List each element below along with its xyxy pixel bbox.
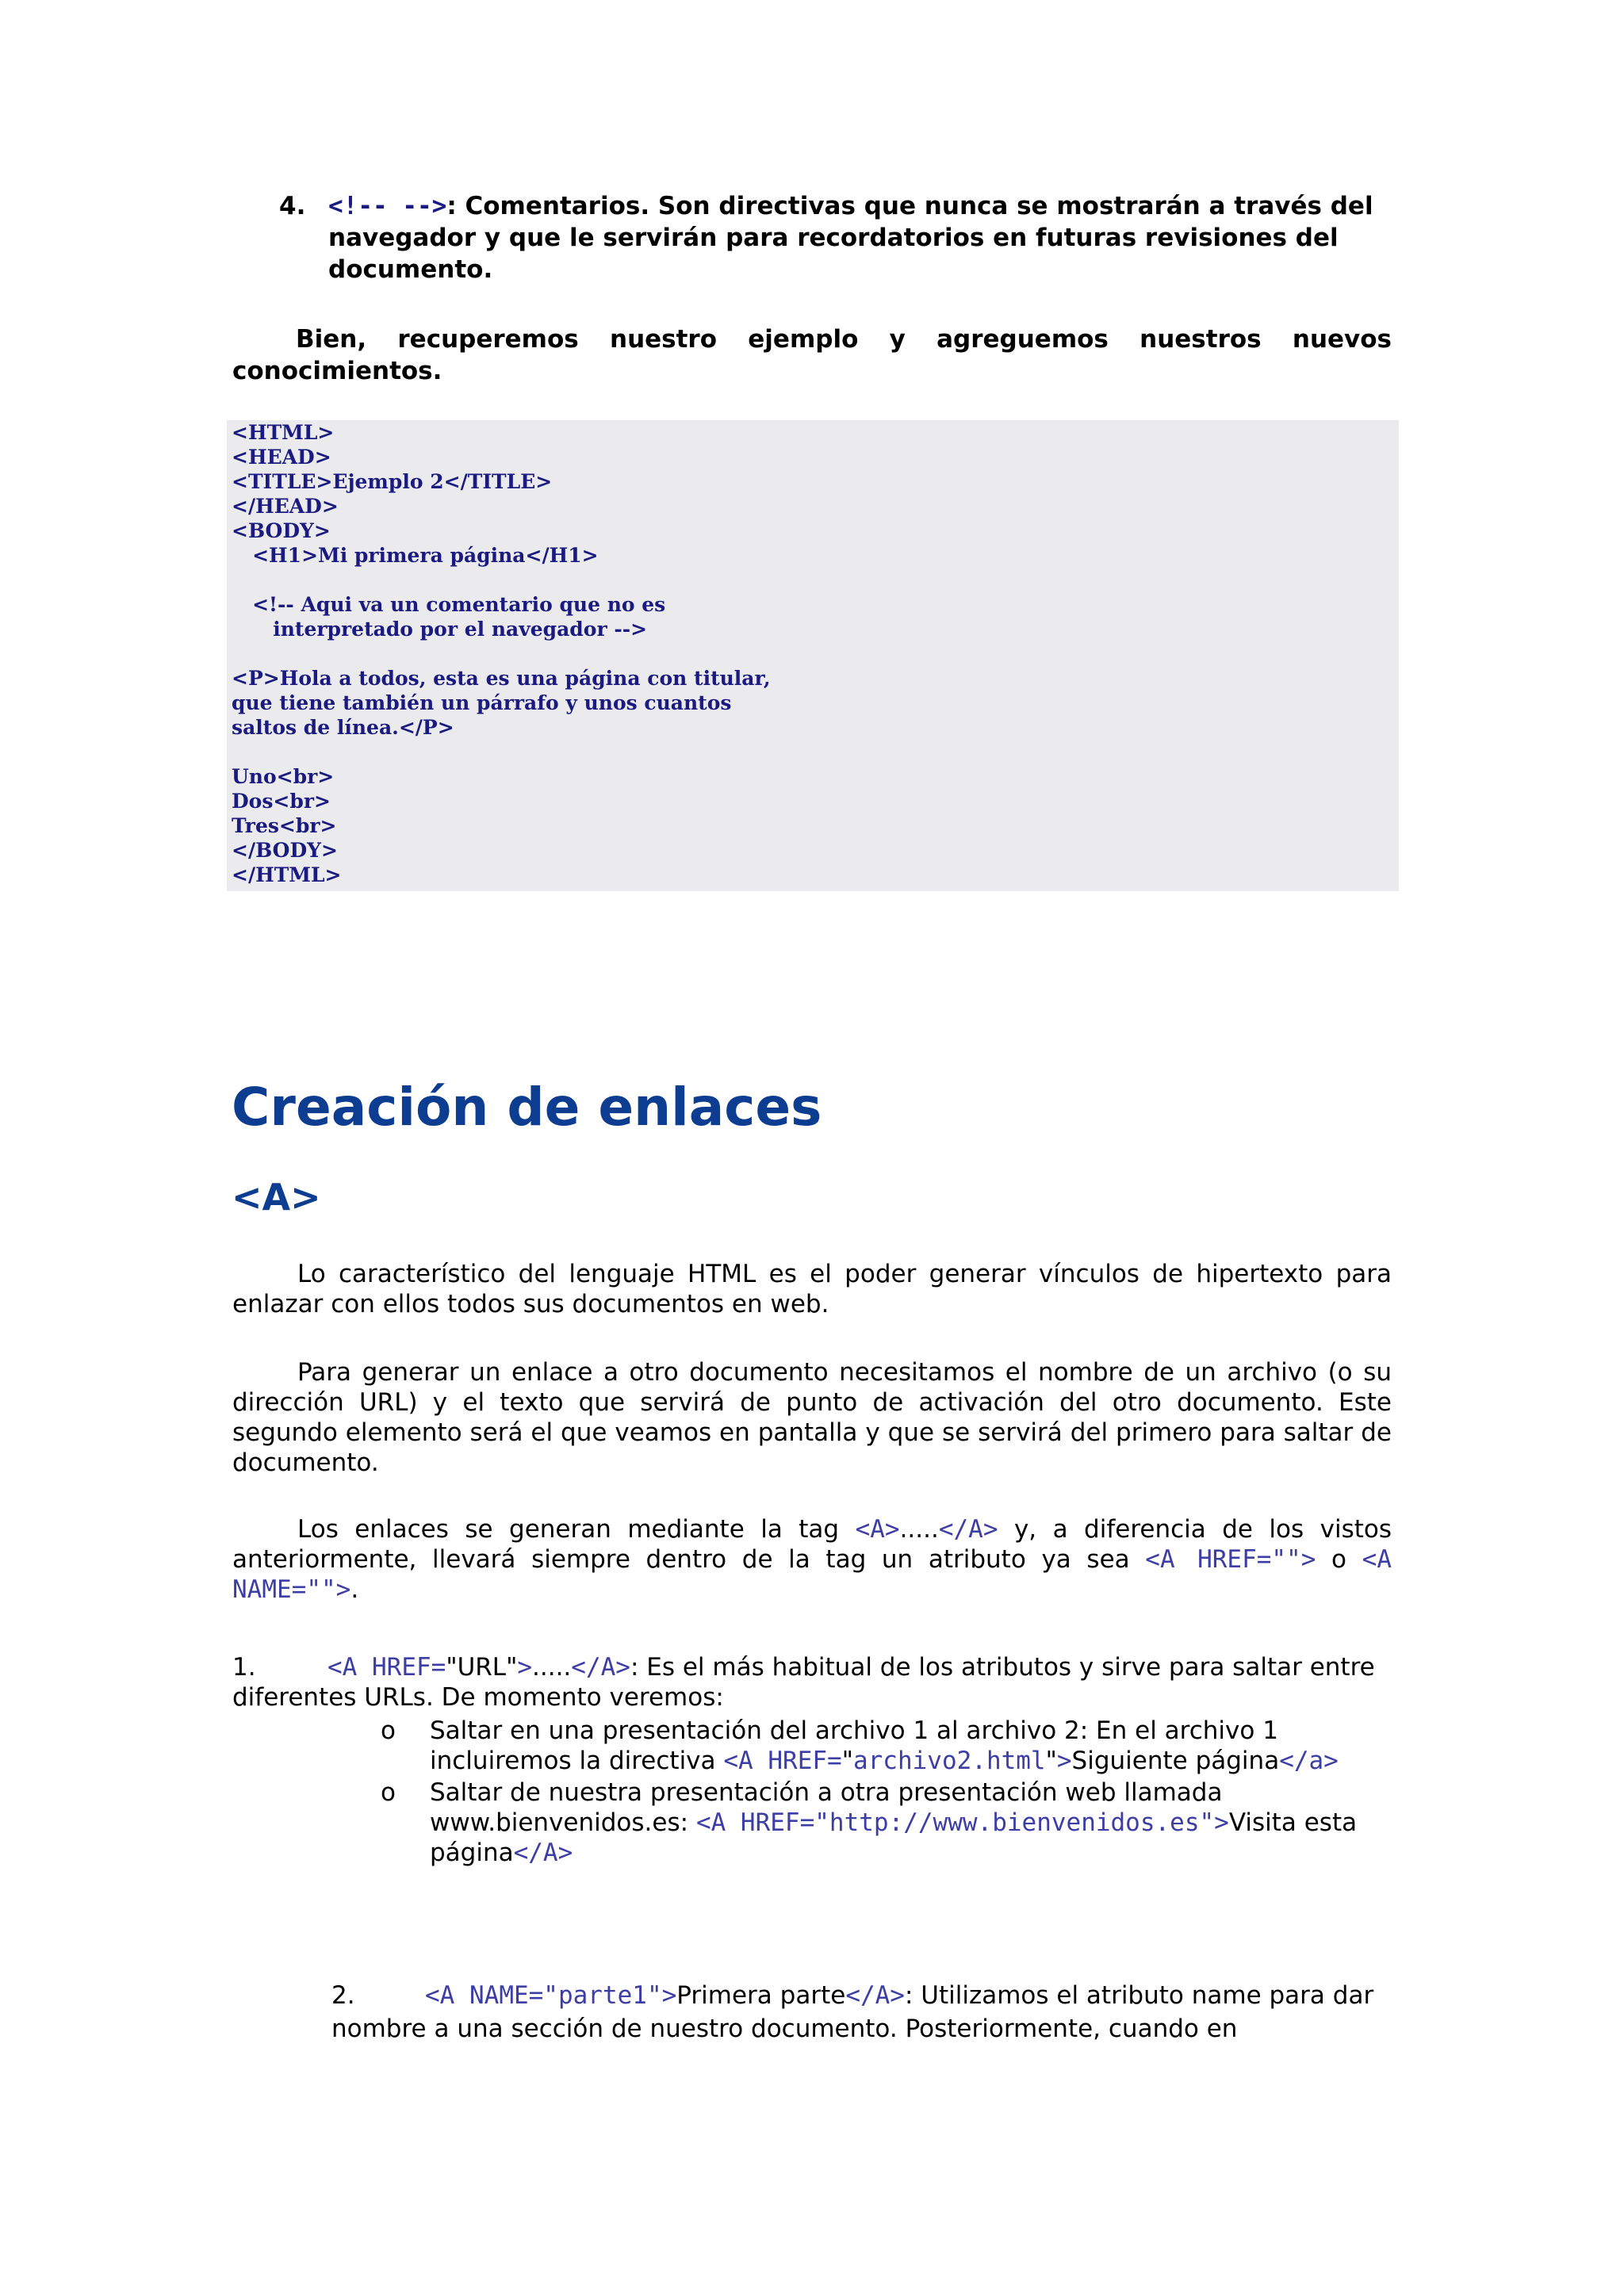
text-span: Saltar en una presentación del archivo 1 al archivo 2: En el archivo 1 incluiremos la directiva (430, 1716, 1278, 1775)
code-block (227, 420, 1399, 891)
code-span: <A NAME=""> (232, 1545, 1392, 1604)
text-span: Saltar de nuestra presentación a otra presentación web llamada www.bienvenidos.es: (430, 1778, 1223, 1837)
code-listing: <HTML> <HEAD> <TITLE>Ejemplo 2</TITLE> </HEAD> <BODY> <H1>Mi primera página</H1> <!-- Aqui va un comentario que no es interpretado por el navegador --> <P>Hola a todos, esta es una página con titular, que tiene también un párrafo y unos cuantos saltos de línea.</P> Uno<br> Dos<br> Tres<br> </BODY> </HTML> (232, 421, 771, 886)
text-span: Visita esta página (430, 1808, 1358, 1867)
text-span: o (1316, 1545, 1362, 1574)
text-span: ..... (532, 1653, 572, 1682)
text-span: " (1045, 1747, 1057, 1775)
comment-tag-code: <!-- --> (328, 192, 447, 220)
code-span: <A NAME="parte1"> (425, 1981, 677, 2010)
code-span: </A> (513, 1839, 573, 1867)
code-span: <A HREF="http://www.bienvenidos.es"> (695, 1808, 1229, 1837)
paragraph-link-tag (232, 1514, 1392, 1605)
code-span: </A> (938, 1515, 998, 1544)
bullet-marker: o (381, 1778, 396, 1807)
paragraph-hypertext: Lo característico del lenguaje HTML es el poder generar vínculos de hipertexto para enlazar con ellos todos sus documentos en web. (232, 1260, 1392, 1318)
paragraph-link-requirements: Para generar un enlace a otro documento necesitamos el nombre de un archivo (o su dirección URL) y el texto que servirá de punto de activación del otro documento. Este segundo elemento será el que veamos en pantalla y que se servirá del primero para saltar de documento. (232, 1358, 1392, 1477)
text-span: Siguiente página (1071, 1747, 1280, 1775)
text-span: Primera parte (676, 1981, 846, 2010)
list-number: 1. (232, 1653, 256, 1682)
section-heading: Creación de enlaces (232, 1077, 822, 1138)
code-span: <A HREF=""> (1145, 1545, 1316, 1574)
list-item-comments (279, 190, 1381, 285)
code-span: </A> (571, 1653, 630, 1682)
text-span: . (350, 1575, 359, 1604)
text-span: : Utilizamos el atributo name para dar nombre a una sección de nuestro documento. Posteriormente, cuando en (331, 1981, 1374, 2043)
intro-paragraph: Bien, recuperemos nuestro ejemplo y agreguemos nuestros nuevos conocimientos. (232, 325, 1392, 385)
sub-list-text (430, 1777, 1396, 1868)
code-span: <A> (855, 1515, 900, 1544)
code-span: </a> (1279, 1747, 1339, 1775)
list-item-name (331, 1979, 1394, 2045)
sub-list-item (381, 1716, 1396, 1776)
sub-list-text (430, 1716, 1396, 1776)
comment-description: : Comentarios. Son directivas que nunca se mostrarán a través del navegador y que le servirán para recordatorios en futuras revisiones del documento. (328, 192, 1373, 284)
bullet-marker: o (381, 1716, 396, 1745)
text-span: " (841, 1747, 853, 1775)
list-number: 2. (331, 1981, 355, 2010)
list-item-href (232, 1652, 1392, 1712)
text-span: y, a diferencia de los vistos anteriormente, llevará siempre dentro de la tag un atributo ya sea (232, 1515, 1392, 1574)
code-span: > (517, 1653, 533, 1682)
code-span: <A HREF= (723, 1747, 842, 1775)
text-span: ..... (899, 1515, 939, 1544)
text-span: : Es el más habitual de los atributos y sirve para saltar entre diferentes URLs. De momento veremos: (232, 1653, 1375, 1712)
code-span: archivo2.html (852, 1747, 1046, 1775)
subsection-heading: <A> (232, 1176, 321, 1219)
code-span: > (1056, 1747, 1072, 1775)
list-item-text (328, 190, 1381, 285)
code-span: </A> (845, 1981, 905, 2010)
list-number: 4. (279, 192, 306, 220)
sub-list-item (381, 1777, 1396, 1868)
text-span: Los enlaces se generan mediante la tag (297, 1515, 856, 1544)
code-span: <A HREF= (327, 1653, 446, 1682)
text-span: "URL" (446, 1653, 518, 1682)
